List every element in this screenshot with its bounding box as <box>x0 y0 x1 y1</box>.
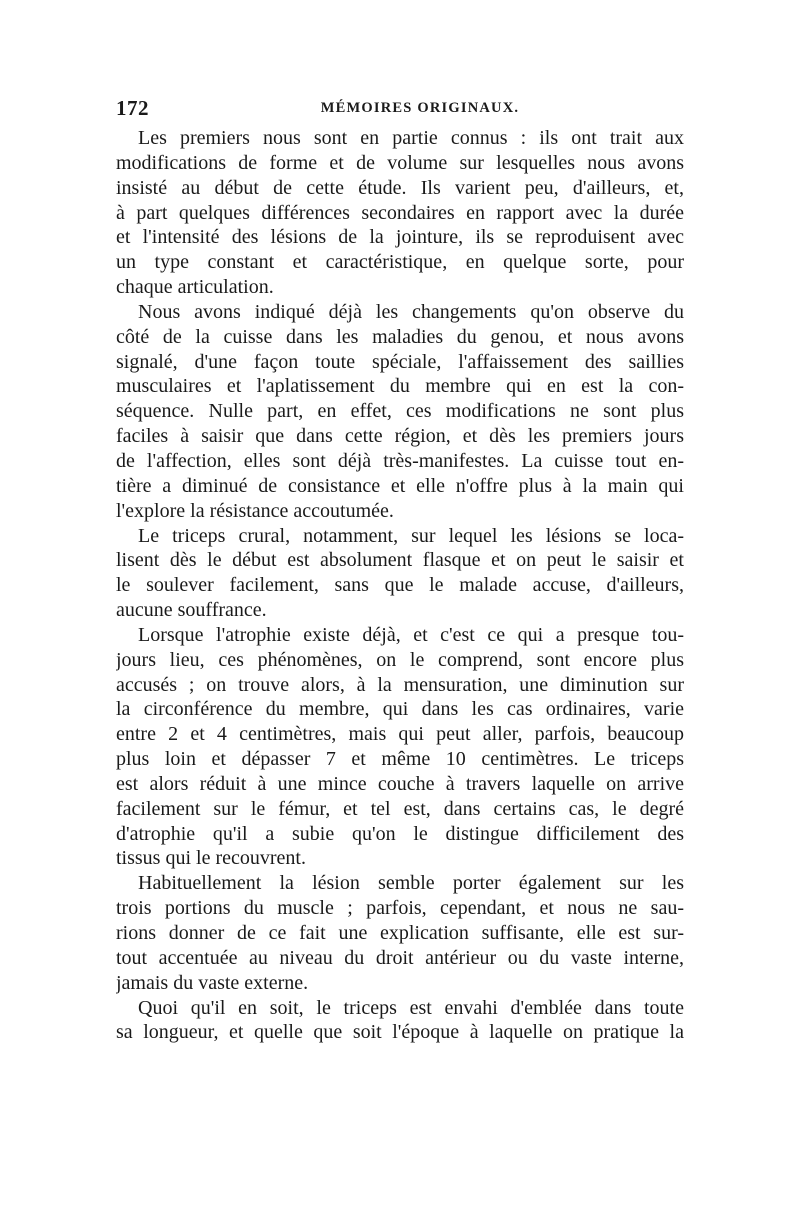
text-line: tière a diminué de consistance et elle n'offre plus à la main qui <box>116 474 684 497</box>
text-line: faciles à saisir que dans cette région, et dès les premiers jours <box>116 425 684 448</box>
text-line: Habituellement la lésion semble porter également sur les <box>138 872 684 895</box>
text-line: trois portions du muscle ; parfois, cependant, et nous ne sau- <box>116 897 684 920</box>
text-line: à part quelques différences secondaires en rapport avec la durée <box>116 201 684 224</box>
paragraph <box>116 126 684 300</box>
text-line: plus loin et dépasser 7 et même 10 centimètres. Le triceps <box>116 748 684 771</box>
text-line: et l'intensité des lésions de la jointure, ils se reproduisent avec <box>116 226 684 249</box>
paragraph <box>116 871 684 995</box>
text-line: signalé, d'une façon toute spéciale, l'affaissement des saillies <box>116 350 684 373</box>
running-title: MÉMOIRES ORIGINAUX. <box>320 100 520 116</box>
text-line: sa longueur, et quelle que soit l'époque à laquelle on pratique la <box>116 1021 684 1044</box>
text-line: un type constant et caractéristique, en quelque sorte, pour <box>116 251 684 274</box>
text-line: modifications de forme et de volume sur lesquelles nous avons <box>116 151 684 174</box>
text-line: la circonférence du membre, qui dans les cas ordinaires, varie <box>116 698 684 721</box>
page-number: 172 <box>116 96 149 120</box>
text-line: Lorsque l'atrophie existe déjà, et c'est ce qui a presque tou- <box>138 623 684 646</box>
running-head <box>116 96 684 126</box>
paragraph <box>116 300 684 524</box>
paragraph <box>116 623 684 871</box>
text-line: rions donner de ce fait une explication suffisante, elle est sur- <box>116 922 684 944</box>
paragraph <box>116 996 684 1046</box>
text-line: est alors réduit à une mince couche à travers laquelle on arrive <box>116 772 684 795</box>
text-line: facilement sur le fémur, et tel est, dans certains cas, le degré <box>116 797 684 820</box>
text-line: côté de la cuisse dans les maladies du genou, et nous avons <box>116 325 684 348</box>
text-line: chaque articulation. <box>116 276 274 299</box>
text-line: tissus qui le recouvrent. <box>116 847 306 870</box>
text-line: Nous avons indiqué déjà les changements qu'on observe du <box>138 300 684 323</box>
text-line: musculaires et l'aplatissement du membre qui en est la con- <box>116 375 684 398</box>
text-line: lisent dès le début est absolument flasque et on peut le saisir et <box>116 549 684 572</box>
text-line: Quoi qu'il en soit, le triceps est envahi d'emblée dans toute <box>138 996 684 1019</box>
text-line: tout accentuée au niveau du droit antérieur ou du vaste interne, <box>116 946 684 969</box>
text-line: de l'affection, elles sont déjà très-manifestes. La cuisse tout en- <box>116 449 684 472</box>
text-line: accusés ; on trouve alors, à la mensuration, une diminution sur <box>116 673 684 696</box>
text-line: d'atrophie qu'il a subie qu'on le distingue difficilement des <box>116 822 684 845</box>
text-line: jamais du vaste externe. <box>116 971 309 994</box>
paragraph <box>116 524 684 623</box>
text-line: jours lieu, ces phénomènes, on le comprend, sont encore plus <box>116 648 684 671</box>
text-line: Le triceps crural, notamment, sur lequel les lésions se loca- <box>138 524 684 547</box>
body-text <box>116 126 684 1045</box>
text-line: l'explore la résistance accoutumée. <box>116 499 394 522</box>
text-line: aucune souffrance. <box>116 599 267 622</box>
text-line: entre 2 et 4 centimètres, mais qui peut aller, parfois, beaucoup <box>116 723 684 746</box>
text-line: séquence. Nulle part, en effet, ces modifications ne sont plus <box>116 400 684 423</box>
text-line: le soulever facilement, sans que le malade accuse, d'ailleurs, <box>116 574 684 597</box>
text-line: insisté au début de cette étude. Ils varient peu, d'ailleurs, et, <box>116 176 684 199</box>
text-line: Les premiers nous sont en partie connus : ils ont trait aux <box>138 127 684 149</box>
